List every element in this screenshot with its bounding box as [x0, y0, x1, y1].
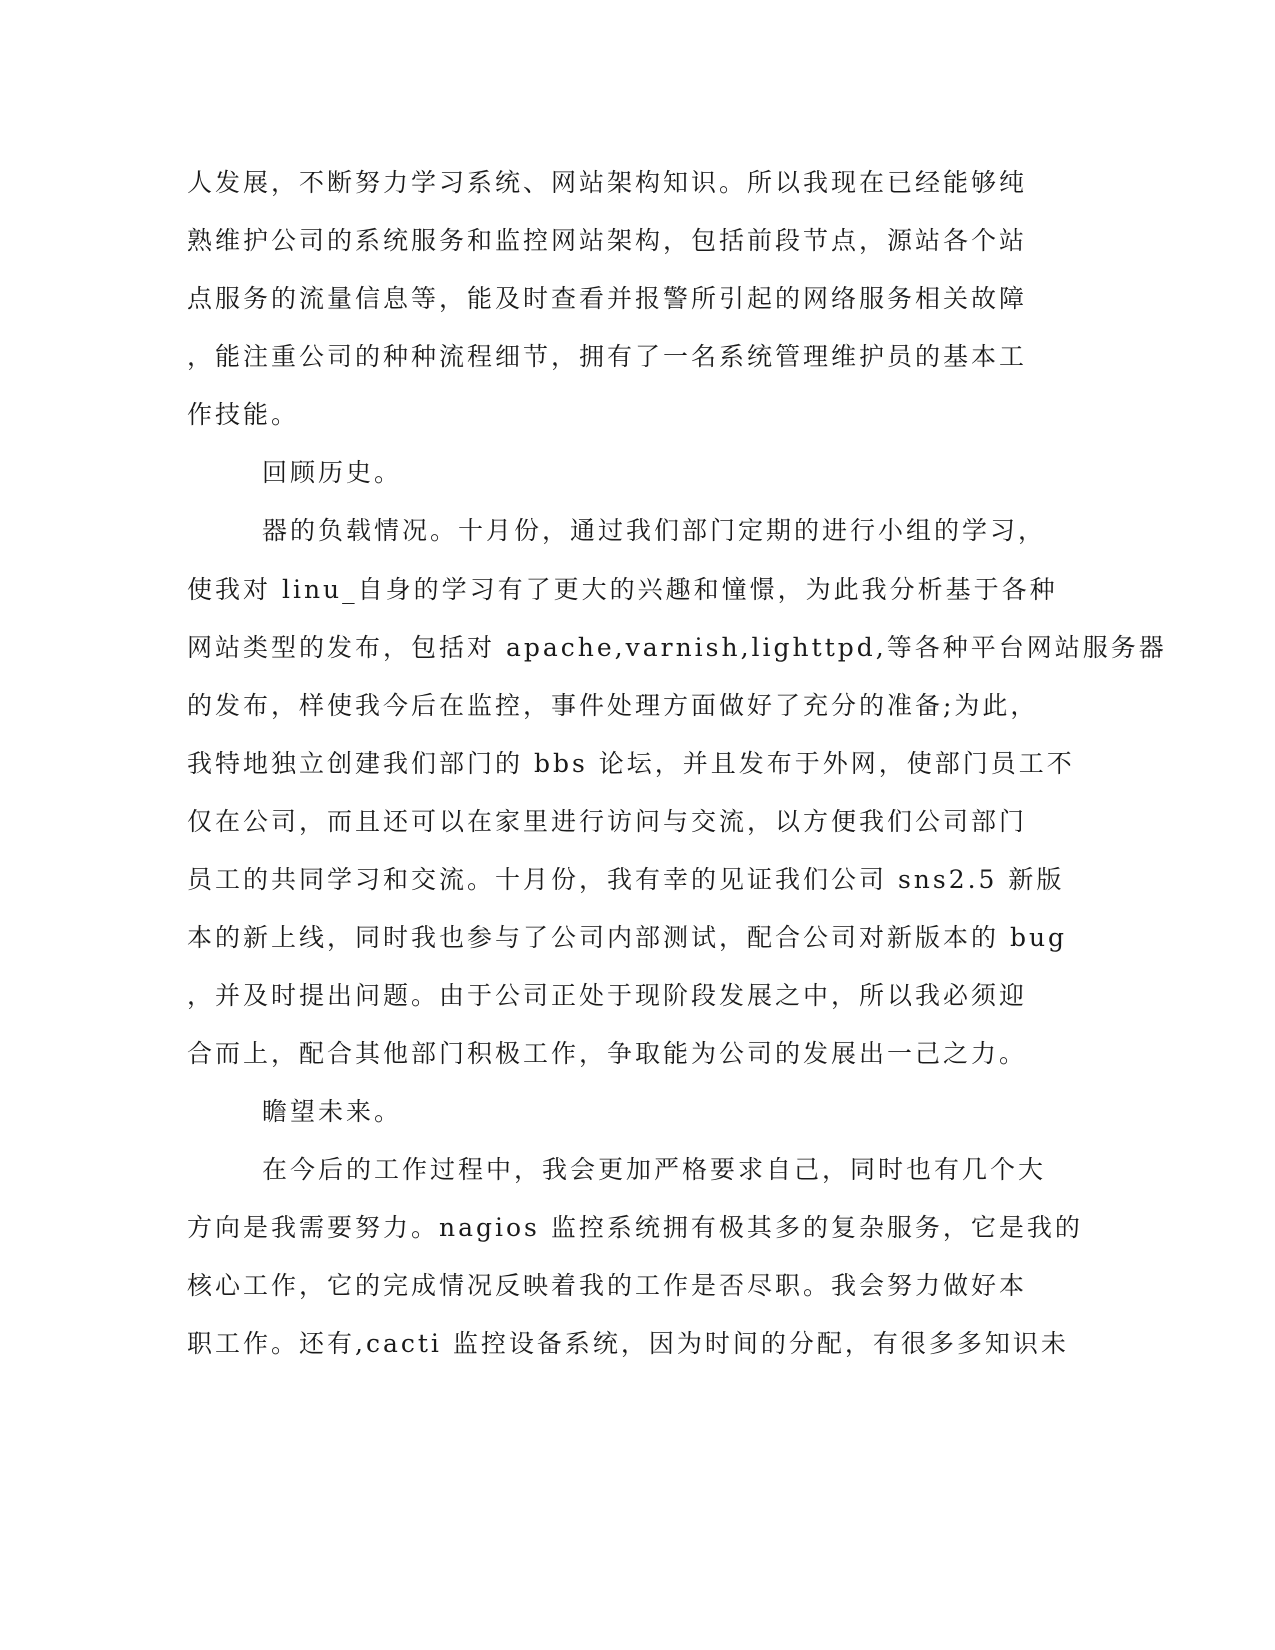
section-heading: 回顾历史。 — [262, 458, 403, 487]
text-line: ，并及时提出问题。由于公司正处于现阶段发展之中，所以我必须迎 — [187, 981, 1028, 1010]
text-line: 器的负载情况。十月份，通过我们部门定期的进行小组的学习， — [262, 516, 1047, 545]
text-line: 我特地独立创建我们部门的 bbs 论坛，并且发布于外网，使部门员工不 — [187, 749, 1075, 778]
text-line: 合而上，配合其他部门积极工作，争取能为公司的发展出一己之力。 — [187, 1039, 1028, 1068]
text-line: 点服务的流量信息等，能及时查看并报警所引起的网络服务相关故障 — [187, 284, 1028, 313]
text-line: 作技能。 — [187, 400, 300, 429]
text-line: 仅在公司，而且还可以在家里进行访问与交流，以方便我们公司部门 — [187, 807, 1028, 836]
text-line: 人发展，不断努力学习系统、网站架构知识。所以我现在已经能够纯 — [187, 168, 1028, 197]
text-line: 的发布，样使我今后在监控，事件处理方面做好了充分的准备;为此， — [187, 691, 1039, 720]
text-line: 网站类型的发布，包括对 apache,varnish,lighttpd,等各种平台网站服务器 — [187, 633, 1167, 662]
text-line: 本的新上线，同时我也参与了公司内部测试，配合公司对新版本的 bug — [187, 923, 1068, 952]
text-line: 员工的共同学习和交流。十月份，我有幸的见证我们公司 sns2.5 新版 — [187, 865, 1065, 894]
section-heading: 瞻望未来。 — [262, 1097, 403, 1126]
text-line: 职工作。还有,cacti 监控设备系统，因为时间的分配，有很多多知识未 — [187, 1329, 1069, 1358]
text-line: 熟维护公司的系统服务和监控网站架构，包括前段节点，源站各个站 — [187, 226, 1028, 255]
text-line: 在今后的工作过程中，我会更加严格要求自己，同时也有几个大 — [262, 1155, 1047, 1184]
text-line: 核心工作，它的完成情况反映着我的工作是否尽职。我会努力做好本 — [187, 1271, 1028, 1300]
text-line: 使我对 linu_自身的学习有了更大的兴趣和憧憬，为此我分析基于各种 — [187, 575, 1058, 604]
text-line: 方向是我需要努力。nagios 监控系统拥有极其多的复杂服务，它是我的 — [187, 1213, 1083, 1242]
text-line: ，能注重公司的种种流程细节，拥有了一名系统管理维护员的基本工 — [187, 342, 1028, 371]
